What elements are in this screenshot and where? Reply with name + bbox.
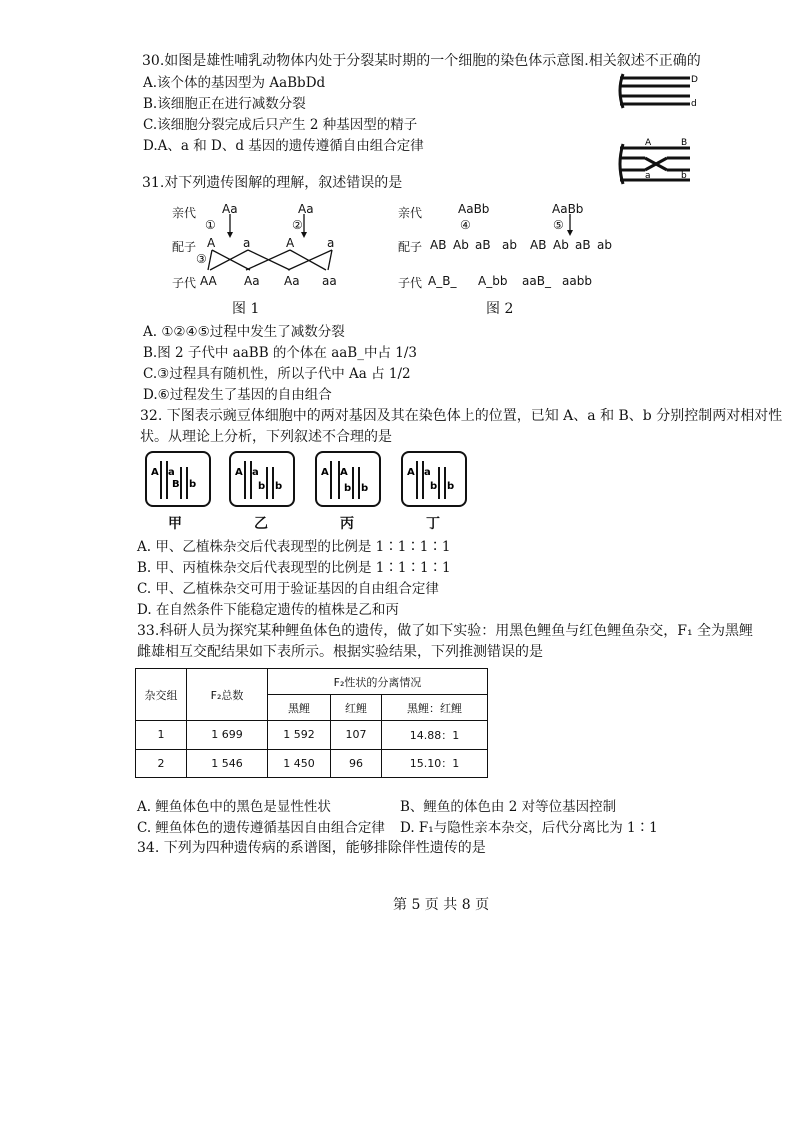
cell-bing (315, 451, 381, 507)
fig2-caption: 图 2 (486, 301, 514, 317)
th-ratio: 黑鲤：红鲤 (382, 695, 488, 721)
th-separation: F₂性状的分离情况 (268, 669, 488, 695)
cell-jia-gene-1: A (151, 467, 159, 478)
fig2-gamete-r4: ab (597, 238, 612, 252)
cell: 14.88：1 (382, 721, 488, 750)
cell-yi-gene-2: a (252, 467, 259, 478)
q30-label-b-lower: b (681, 171, 687, 181)
cell-yi-gene-4: b (275, 481, 283, 492)
cell: 1 (136, 721, 187, 750)
fig1-gamete-4: a (327, 236, 335, 250)
q32-stem-line1: 32. 下图表示豌豆体细胞中的两对基因及其在染色体上的位置，已知 A、a 和 B、b 分别控制两对相对性 (140, 408, 783, 424)
fig1-arrows (170, 200, 370, 280)
q31-option-c: C.③过程具有随机性，所以子代中 Aa 占 1/2 (143, 366, 411, 382)
fig2-gamete-r2: Ab (553, 238, 569, 252)
fig2-gamete-l4: ab (502, 238, 517, 252)
q30-stem: 30.如图是雄性哺乳动物体内处于分裂某时期的一个细胞的染色体示意图.相关叙述不正确的 (142, 53, 701, 69)
fig1-parent-label: 亲代 (172, 206, 197, 220)
fig2-offspring-4: aabb (562, 274, 592, 288)
cell: 1 546 (187, 749, 268, 778)
cell: 1 699 (187, 721, 268, 750)
cell-ding-label: 丁 (426, 516, 440, 532)
cell: 1 450 (268, 749, 331, 778)
cell: 107 (331, 721, 382, 750)
q30-option-d: D.A、a 和 D、d 基因的遗传遵循自由组合定律 (143, 138, 424, 154)
q30-option-b: B.该细胞正在进行减数分裂 (143, 96, 306, 112)
fig1-step-3: ③ (196, 252, 207, 266)
cell-bing-gene-1: A (321, 467, 329, 478)
th-group: 杂交组 (136, 669, 187, 721)
th-total: F₂总数 (187, 669, 268, 721)
cell-bing-label: 丙 (340, 516, 354, 532)
q30-chromosome-figure (615, 60, 705, 190)
fig1-caption: 图 1 (232, 301, 260, 317)
q31-stem: 31.对下列遗传图解的理解，叙述错误的是 (142, 175, 403, 191)
fig1-offspring-2: Aa (244, 274, 260, 288)
q30-label-a-lower: a (645, 171, 651, 181)
q30-label-a-upper: A (645, 138, 652, 148)
q34-stem: 34. 下列为四种遗传病的系谱图，能够排除伴性遗传的是 (137, 840, 486, 856)
fig1-offspring-3: Aa (284, 274, 300, 288)
q30-option-c: C.该细胞分裂完成后只产生 2 种基因型的精子 (143, 117, 418, 133)
cell-ding-gene-1: A (407, 467, 415, 478)
q32-option-a: A. 甲、乙植株杂交后代表现型的比例是 1∶1∶1∶1 (137, 539, 451, 555)
cell-bing-gene-2: A (340, 467, 348, 478)
cell-ding-gene-3: b (430, 481, 438, 492)
fig2-gamete-l2: Ab (453, 238, 469, 252)
q33-option-d: D. F₁与隐性亲本杂交，后代分离比为 1∶1 (400, 820, 658, 836)
fig2-offspring-1: A_B_ (428, 274, 457, 288)
fig1-step-2: ② (292, 218, 303, 232)
th-black: 黑鲤 (268, 695, 331, 721)
cell-bing-gene-4: b (361, 483, 369, 494)
cell-yi (229, 451, 295, 507)
fig1-gamete-1: A (207, 236, 216, 250)
cell-yi-gene-3: b (258, 481, 266, 492)
q31-option-b: B.图 2 子代中 aaBB 的个体在 aaB_中占 1/3 (143, 345, 417, 361)
fig2-parent-right: AaBb (552, 202, 584, 216)
fig2-gamete-l1: AB (430, 238, 447, 252)
fig1-parent-left: Aa (222, 202, 238, 216)
cell-ding-gene-2: a (424, 467, 431, 478)
cell-jia-gene-4: b (189, 479, 197, 490)
fig1-step-1: ① (205, 218, 216, 232)
fig2-gamete-r1: AB (530, 238, 547, 252)
q30-label-d-upper: D (691, 75, 698, 85)
q32-option-b: B. 甲、丙植株杂交后代表现型的比例是 1∶1∶1∶1 (137, 560, 451, 576)
fig1-gamete-label: 配子 (172, 240, 197, 254)
q33-stem-line2: 雌雄相互交配结果如下表所示。根据实验结果，下列推测错误的是 (137, 644, 543, 660)
cell: 1 592 (268, 721, 331, 750)
fig2-gamete-l3: aB (475, 238, 491, 252)
table-row (136, 749, 488, 778)
q33-option-a: A. 鲤鱼体色中的黑色是显性性状 (137, 799, 331, 815)
fig2-parent-left: AaBb (458, 202, 490, 216)
fig2-parent-label: 亲代 (398, 206, 423, 220)
q33-data-table (135, 668, 488, 778)
cell-ding (401, 451, 467, 507)
cell-yi-label: 乙 (254, 516, 268, 532)
q31-option-a: A. ①②④⑤过程中发生了减数分裂 (143, 324, 345, 340)
q30-label-b-upper: B (681, 138, 688, 148)
cell-bing-gene-3: b (344, 483, 352, 494)
q33-option-b: B、鲤鱼的体色由 2 对等位基因控制 (400, 799, 617, 815)
q30-label-d-lower: d (691, 99, 697, 109)
cell: 15.10：1 (382, 749, 488, 778)
fig2-gamete-label: 配子 (398, 240, 423, 254)
q32-stem-line2: 状。从理论上分析，下列叙述不合理的是 (140, 429, 392, 445)
q32-option-d: D. 在自然条件下能稳定遗传的植株是乙和丙 (137, 602, 399, 618)
fig1-offspring-label: 子代 (172, 276, 197, 290)
cell-jia-gene-2: a (168, 467, 175, 478)
fig1-parent-right: Aa (298, 202, 314, 216)
cell-jia-label: 甲 (168, 516, 182, 532)
fig2-gamete-r3: aB (575, 238, 591, 252)
fig1-offspring-1: AA (200, 274, 217, 288)
fig2-offspring-3: aaB_ (522, 274, 551, 288)
fig1-gamete-2: a (243, 236, 251, 250)
fig1-gamete-3: A (286, 236, 295, 250)
th-red: 红鲤 (331, 695, 382, 721)
cell: 96 (331, 749, 382, 778)
cell-yi-gene-1: A (235, 467, 243, 478)
cell-ding-gene-4: b (447, 481, 455, 492)
q33-option-c: C. 鲤鱼体色的遗传遵循基因自由组合定律 (137, 820, 385, 836)
cell: 2 (136, 749, 187, 778)
cell-jia (145, 451, 211, 507)
page-footer: 第 5 页 共 8 页 (393, 897, 490, 913)
fig2-step-5: ⑤ (553, 218, 564, 232)
fig1-offspring-4: aa (322, 274, 337, 288)
fig2-offspring-2: A_bb (478, 274, 508, 288)
q32-option-c: C. 甲、乙植株杂交可用于验证基因的自由组合定律 (137, 581, 439, 597)
q30-option-a: A.该个体的基因型为 AaBbDd (143, 75, 326, 91)
q31-option-d: D.⑥过程发生了基因的自由组合 (143, 387, 332, 403)
fig2-offspring-label: 子代 (398, 276, 423, 290)
q33-stem-line1: 33.科研人员为探究某种鲤鱼体色的遗传，做了如下实验：用黑色鲤鱼与红色鲤鱼杂交，F₁ 全为黑鲤 (137, 623, 754, 639)
fig2-step-4: ④ (460, 218, 471, 232)
cell-jia-gene-3: B (172, 479, 180, 490)
table-row (136, 721, 488, 750)
